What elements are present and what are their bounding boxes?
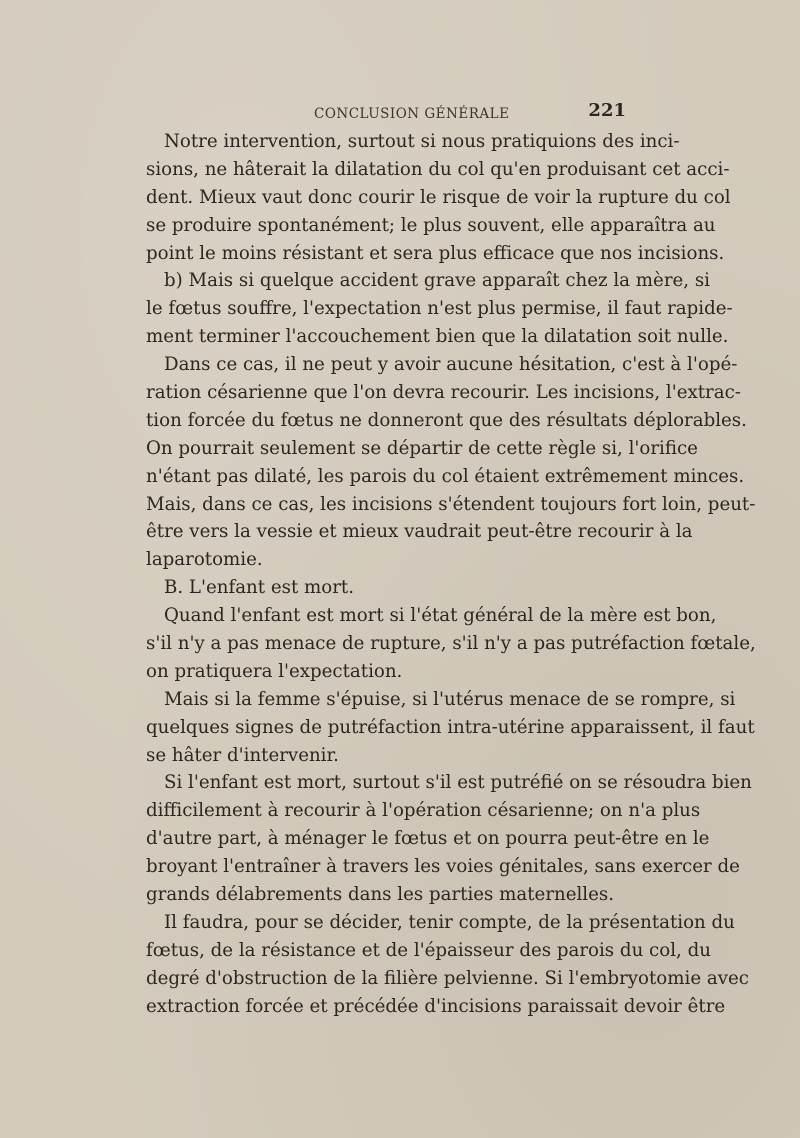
text-line: n'étant pas dilaté, les parois du col étaient extrêmement minces. xyxy=(146,465,745,487)
text-line: sions, ne hâterait la dilatation du col qu'en produisant cet acci- xyxy=(146,158,730,180)
text-line: On pourrait seulement se départir de cette règle si, l'orifice xyxy=(146,437,698,459)
text-line: le fœtus souffre, l'expectation n'est plus permise, il faut rapide- xyxy=(146,298,733,320)
text-line: on pratiquera l'expectation. xyxy=(146,660,403,682)
text-line: difficilement à recourir à l'opération césarienne; on n'a plus xyxy=(146,800,701,822)
page-header xyxy=(148,100,626,128)
text-line: Dans ce cas, il ne peut y avoir aucune hésitation, c'est à l'opé- xyxy=(164,354,738,376)
page-number: 221 xyxy=(588,100,626,121)
text-line: broyant l'entraîner à travers les voies génitales, sans exercer de xyxy=(146,856,740,878)
text-line: Notre intervention, surtout si nous pratiquions des inci- xyxy=(164,131,680,152)
text-line: point le moins résistant et sera plus efficace que nos incisions. xyxy=(146,242,725,264)
text-line: fœtus, de la résistance et de l'épaisseur des parois du col, du xyxy=(146,939,711,961)
text-line: se hâter d'intervenir. xyxy=(146,744,339,766)
text-line: dent. Mieux vaut donc courir le risque de voir la rupture du col xyxy=(146,186,731,208)
text-line: se produire spontanément; le plus souvent, elle apparaîtra au xyxy=(146,214,716,236)
text-line: grands délabrements dans les parties maternelles. xyxy=(146,884,614,906)
text-line: Mais si la femme s'épuise, si l'utérus menace de se rompre, si xyxy=(164,688,736,710)
text-line: B. L'enfant est mort. xyxy=(164,577,355,599)
running-head: CONCLUSION GÉNÉRALE xyxy=(314,106,510,122)
text-line: laparotomie. xyxy=(146,549,263,571)
text-line: Quand l'enfant est mort si l'état général de la mère est bon, xyxy=(164,605,717,627)
text-line: tion forcée du fœtus ne donneront que des résultats déplorables. xyxy=(146,409,747,431)
text-line: quelques signes de putréfaction intra-utérine apparaissent, il faut xyxy=(146,716,755,738)
text-line: b) Mais si quelque accident grave apparaît chez la mère, si xyxy=(164,270,710,292)
text-line: être vers la vessie et mieux vaudrait peut-être recourir à la xyxy=(146,521,693,543)
text-line: degré d'obstruction de la filière pelvienne. Si l'embryotomie avec xyxy=(146,967,749,989)
text-line: Mais, dans ce cas, les incisions s'étendent toujours fort loin, peut- xyxy=(146,493,756,515)
text-line: ment terminer l'accouchement bien que la dilatation soit nulle. xyxy=(146,326,729,348)
text-line: Il faudra, pour se décider, tenir compte, de la présentation du xyxy=(164,911,735,933)
text-line: d'autre part, à ménager le fœtus et on pourra peut-être en le xyxy=(146,828,710,850)
text-line: extraction forcée et précédée d'incisions paraissait devoir être xyxy=(146,995,726,1017)
text-line: Si l'enfant est mort, surtout s'il est putréfié on se résoudra bien xyxy=(164,772,752,794)
text-line: ration césarienne que l'on devra recourir. Les incisions, l'extrac- xyxy=(146,382,741,404)
body-text xyxy=(146,128,756,1021)
text-line: s'il n'y a pas menace de rupture, s'il n'y a pas putréfaction fœtale, xyxy=(146,633,756,655)
